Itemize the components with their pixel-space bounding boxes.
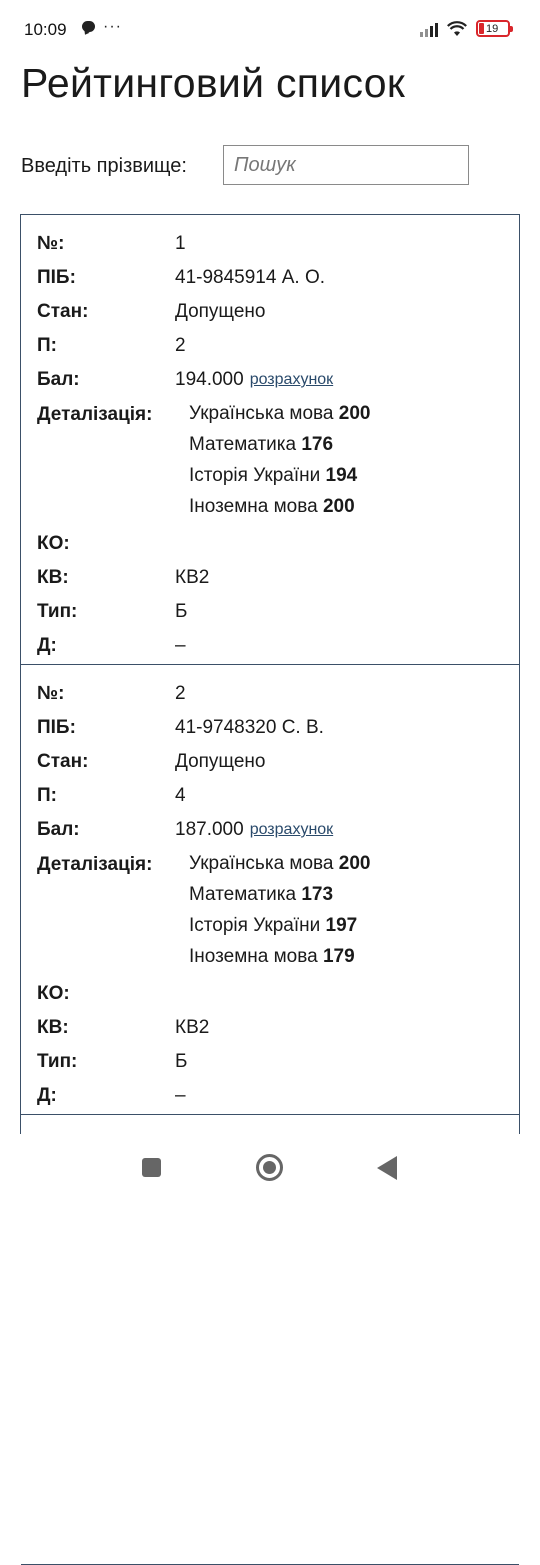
subject-name: Українська мова	[189, 853, 334, 874]
entry-row-ko	[37, 527, 519, 561]
subject-score: 194	[325, 465, 358, 486]
typ-label: Тип:	[37, 1051, 78, 1072]
entry-row-kv	[37, 561, 519, 595]
num-value: 1	[175, 233, 186, 254]
entry-row-stan	[37, 745, 519, 779]
more-notifications-icon: ···	[103, 17, 122, 35]
kv-label: КВ:	[37, 567, 69, 588]
bal-value: 187.000	[175, 819, 244, 840]
entry-row-kv	[37, 1011, 519, 1045]
subject-item	[189, 884, 370, 915]
subject-item	[189, 403, 370, 434]
status-right	[420, 20, 510, 37]
subject-score: 173	[301, 884, 334, 905]
subject-item	[189, 496, 370, 527]
stan-value: Допущено	[175, 751, 266, 772]
subject-name: Історія України	[189, 915, 321, 936]
search-input[interactable]	[223, 145, 469, 185]
page-title: Рейтинговий список	[21, 60, 406, 106]
subject-score: 197	[325, 915, 358, 936]
subject-score: 176	[301, 434, 334, 455]
kv-value: КВ2	[175, 567, 210, 588]
detail-label: Деталізація:	[37, 404, 153, 425]
subject-name: Математика	[189, 434, 297, 455]
bal-label: Бал:	[37, 369, 80, 390]
signal-icon	[420, 21, 438, 37]
p-value: 2	[175, 335, 186, 356]
subject-item	[189, 465, 370, 496]
calculation-link[interactable]: розрахунок	[249, 371, 334, 388]
chat-notification-icon	[82, 21, 95, 32]
subject-score: 179	[322, 946, 355, 967]
entry-row-pib	[37, 261, 519, 295]
kv-label: КВ:	[37, 1017, 69, 1038]
entry-row-d	[37, 629, 519, 663]
entry-row-num	[37, 677, 519, 711]
num-label: №:	[37, 233, 65, 254]
ranking-entry	[21, 665, 519, 1115]
entry-details	[37, 397, 519, 527]
stan-value: Допущено	[175, 301, 266, 322]
recent-apps-button[interactable]	[142, 1158, 161, 1177]
subject-name: Іноземна мова	[189, 496, 318, 517]
search-label: Введіть прізвище:	[21, 155, 187, 177]
battery-icon	[476, 20, 510, 37]
ranking-list	[20, 214, 520, 1134]
entry-row-num	[37, 227, 519, 261]
status-time: 10:09	[24, 20, 67, 39]
entry-row-ko	[37, 977, 519, 1011]
subject-list	[189, 397, 370, 527]
entry-row-typ	[37, 1045, 519, 1079]
ko-label: КО:	[37, 983, 70, 1004]
d-label: Д:	[37, 635, 57, 656]
subject-item	[189, 915, 370, 946]
subject-name: Математика	[189, 884, 297, 905]
status-bar	[0, 0, 540, 60]
entry-row-d	[37, 1079, 519, 1113]
entry-details	[37, 847, 519, 977]
num-value: 2	[175, 683, 186, 704]
wifi-icon	[447, 21, 467, 37]
entry-row-bal	[37, 363, 519, 397]
typ-value: Б	[175, 601, 188, 622]
stan-label: Стан:	[37, 751, 89, 772]
home-button[interactable]	[256, 1154, 283, 1181]
navigation-bar	[0, 1135, 540, 1200]
back-button[interactable]	[377, 1156, 397, 1180]
subject-name: Українська мова	[189, 403, 334, 424]
num-label: №:	[37, 683, 65, 704]
pib-label: ПІБ:	[37, 717, 76, 738]
battery-level: 19	[486, 22, 499, 35]
calculation-link[interactable]: розрахунок	[249, 821, 334, 838]
subject-name: Історія України	[189, 465, 321, 486]
p-label: П:	[37, 785, 57, 806]
ranking-entry	[21, 215, 519, 665]
bal-label: Бал:	[37, 819, 80, 840]
typ-label: Тип:	[37, 601, 78, 622]
subject-item	[189, 853, 370, 884]
subject-list	[189, 847, 370, 977]
d-label: Д:	[37, 1085, 57, 1106]
subject-score: 200	[338, 853, 371, 874]
pib-label: ПІБ:	[37, 267, 76, 288]
entry-row-p	[37, 779, 519, 813]
entry-row-bal	[37, 813, 519, 847]
typ-value: Б	[175, 1051, 188, 1072]
bal-value: 194.000	[175, 369, 244, 390]
d-value: –	[175, 635, 186, 656]
entry-row-pib	[37, 711, 519, 745]
kv-value: КВ2	[175, 1017, 210, 1038]
detail-label: Деталізація:	[37, 854, 153, 875]
subject-score: 200	[338, 403, 371, 424]
notification-icons	[82, 17, 122, 35]
d-value: –	[175, 1085, 186, 1106]
subject-name: Іноземна мова	[189, 946, 318, 967]
pib-value: 41-9748320 С. В.	[175, 717, 324, 738]
ko-label: КО:	[37, 533, 70, 554]
subject-item	[189, 434, 370, 465]
p-label: П:	[37, 335, 57, 356]
entry-row-typ	[37, 595, 519, 629]
stan-label: Стан:	[37, 301, 89, 322]
p-value: 4	[175, 785, 186, 806]
subject-item	[189, 946, 370, 977]
subject-score: 200	[322, 496, 355, 517]
pib-value: 41-9845914 А. О.	[175, 267, 325, 288]
entry-row-p	[37, 329, 519, 363]
entry-row-stan	[37, 295, 519, 329]
